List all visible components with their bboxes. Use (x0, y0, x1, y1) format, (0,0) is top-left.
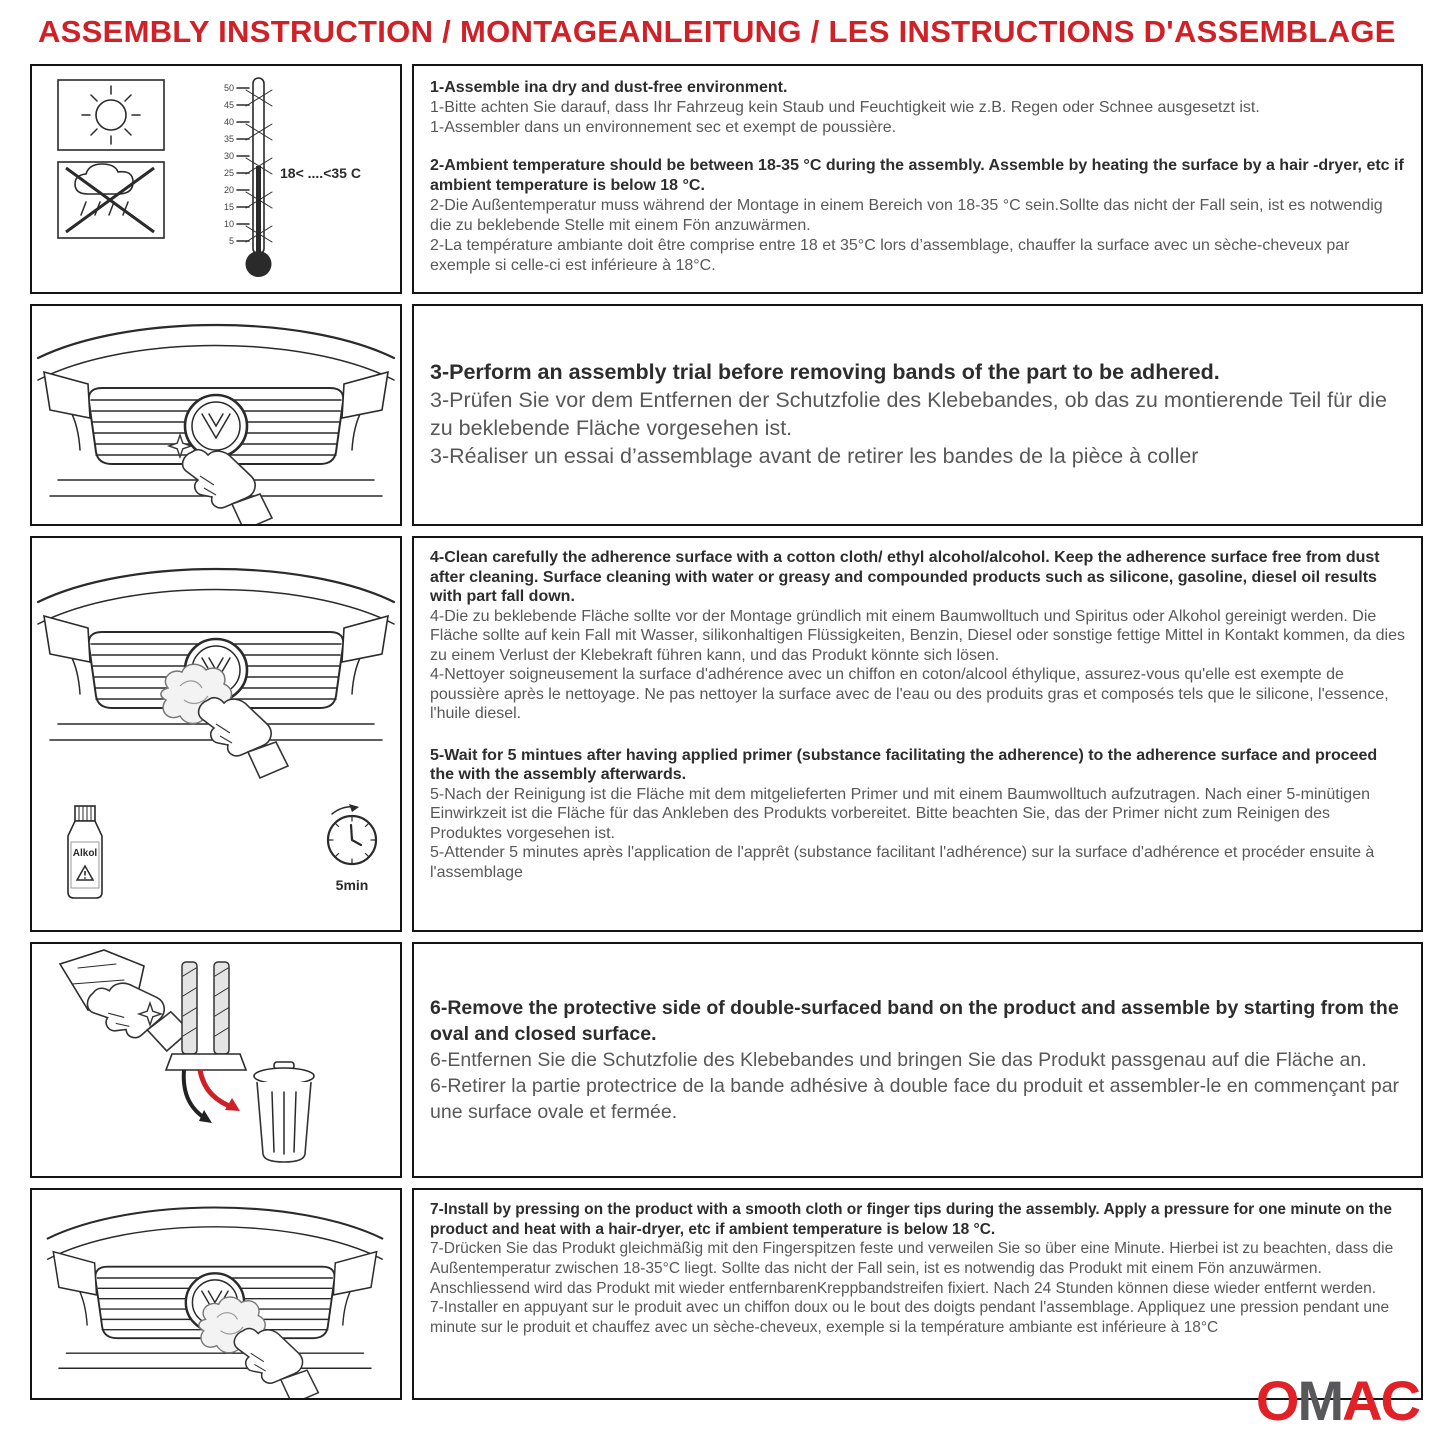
logo-letter-o: O (1255, 1369, 1298, 1432)
step6-text-fr: 6-Retirer la partie protectrice de la bande adhésive à double face du produit et assembler-le en commençant par une surface ovale et fermée. (430, 1075, 1400, 1124)
section-environment-temperature (30, 64, 1423, 294)
svg-text:20: 20 (223, 185, 234, 195)
remove-band-illustration-svg (32, 944, 400, 1176)
step7-text-en: 7-Install by pressing on the product with a smooth cloth or finger tips during the assembly. Apply a pressure for one minute on the product and heat with a hair-dryer, etc if ambient temperature is below 18 °C. (430, 1201, 1392, 1238)
instructions-environment-text (412, 64, 1423, 294)
section-press-install (30, 1188, 1423, 1400)
red-arrow-icon (200, 1070, 240, 1111)
svg-text:25: 25 (223, 168, 234, 178)
step3-text-de: 3-Prüfen Sie vor dem Entfernen der Schutzfolie des Klebebandes, ob das zu montierende Teil für die zu beklebende Fläche vorgesehen ist. (430, 388, 1387, 440)
step5-text-fr: 5-Attender 5 minutes après l'application de l'apprêt (substance facilitant l'adhérence) sur la surface d'adhérence et procéder ensuite à l'assemblage (430, 844, 1375, 881)
step7-text-de: 7-Drücken Sie das Produkt gleichmäßig mit den Fingerspitzen feste und verweilen Sie so über eine Minute. Hierbei ist zu beachten, dass die Außentemperatur zwischen 18-35°C liegt. Sollte das nicht der Fall sein, ist es notwendig das Produkt mit einem Fön anzuwärmen. Anschliessend wird das Produkt mit wieder entfernbarenKreppbandstreifen fixiert. Nach 24 Stunden können diese wieder entfernt werden. (430, 1240, 1394, 1297)
spacer (430, 724, 1405, 746)
press-install-illustration-svg (32, 1190, 400, 1398)
svg-text:30: 30 (223, 151, 234, 161)
step7-text-fr: 7-Installer en appuyant sur le produit avec un chiffon doux ou le bout des doigts pendant l'assemblage. Appliquez une pression pendant une minute sur le produit et chauffez avec un sèche-cheveux, exemple si la température ambiante est inférieure à 18°C (430, 1299, 1390, 1337)
svg-text:50: 50 (223, 83, 234, 93)
section-assembly-trial (30, 304, 1423, 526)
step1-text-en: 1-Assemble ina dry and dust-free environment. (430, 79, 788, 96)
instructions-assembly-trial-text (412, 304, 1423, 526)
svg-text:15: 15 (223, 202, 234, 212)
step3-text-en: 3-Perform an assembly trial before removing bands of the part to be adhered. (430, 360, 1220, 385)
step5-text-en: 5-Wait for 5 mintues after having applied primer (substance facilitating the adherence) to the adherence surface and proceed the with the assembly afterwards. (430, 746, 1378, 784)
logo-letter-c: C (1380, 1369, 1419, 1432)
temperature-range-label: 18< ....<35 C (280, 165, 361, 181)
step5-text-de: 5-Nach der Reinigung ist die Fläche mit dem mitgelieferten Primer und mit einem Baumwolltuch aufzutragen. Nach einer 5-minütigen Einwirkzeit ist die Fläche für das Ankleben des Produkts vorbereitet. Bitte beachten Sie, das der Primer nicht zum Reinigen des Produktes vorgesehen ist. (430, 785, 1370, 842)
step3-text-fr: 3-Réaliser un essai d’assemblage avant de retirer les bandes de la pièce à coller (430, 443, 1199, 468)
omac-logo (1255, 1369, 1419, 1432)
environment-illustration-svg (32, 66, 400, 292)
illustration-assembly-trial (30, 304, 402, 526)
svg-text:10: 10 (223, 219, 234, 229)
svg-text:35: 35 (223, 134, 234, 144)
tape-strips-icon (166, 962, 246, 1070)
step4-text-de: 4-Die zu beklebende Fläche sollte vor der Montage gründlich mit einem Baumwolltuch und Spiritus oder Alkohol gereinigt werden. Die Fläche sollte auf kein Fall mit Wasser, silikonhaltigen Flüssigkeiten, Benzin, Diesel oder sonstige fettige Mittel in Kontakt kommen, da dies zu einem Verlust der Klebekraft führen kann, und das Produkt könnte sich lösen. (430, 607, 1405, 664)
step1-text-de: 1-Bitte achten Sie darauf, dass Ihr Fahrzeug kein Staub und Feuchtigkeit wie z.B. Regen oder Schnee ausgesetzt ist. (430, 99, 1260, 116)
instructions-clean-primer-text (412, 536, 1423, 932)
step6-text-de: 6-Entfernen Sie die Schutzfolie des Klebebandes und bringen Sie das Produkt passgenau auf die Fläche an. (430, 1048, 1367, 1071)
sun-icon (82, 86, 140, 144)
section-clean-and-primer (30, 536, 1423, 932)
step1-text-fr: 1-Assembler dans un environnement sec et exempt de poussière. (430, 119, 897, 136)
logo-letter-a: A (1342, 1369, 1381, 1432)
svg-text:45: 45 (223, 100, 234, 110)
trash-can-icon (254, 1062, 314, 1162)
step4-text-en: 4-Clean carefully the adherence surface with a cotton cloth/ ethyl alcohol/alcohol. Keep the adherence surface free from dust after cleaning. Surface cleaning with water or greasy and compounded products such as silicone, gasoline, diesel oil results with part fall down. (430, 549, 1380, 606)
illustration-press-install (30, 1188, 402, 1400)
section-remove-band (30, 942, 1423, 1178)
illustration-remove-band (30, 942, 402, 1178)
illustration-environment (30, 64, 402, 294)
step2-text-fr: 2-La température ambiante doit être comprise entre 18 et 35°C lors d’assemblage, chauffer la surface avec un sèche-cheveux par exemple si celle-ci est inférieure à 18°C. (430, 237, 1350, 274)
spacer (430, 138, 1405, 156)
step2-text-de: 2-Die Außentemperatur muss während der Montage in einem Bereich von 18-35 °C sein.Sollte das nicht der Fall sein, ist es notwendig die zu beklebende Stelle mit einem Fön anzuwärmen. (430, 197, 1383, 234)
illustration-clean-primer (30, 536, 402, 932)
wait-time-label: 5min (335, 877, 369, 893)
assembly-trial-illustration-svg (32, 306, 400, 524)
svg-text:5: 5 (228, 236, 234, 246)
svg-text:40: 40 (223, 117, 234, 127)
logo-letter-m: M (1297, 1369, 1343, 1432)
step2-text-en: 2-Ambient temperature should be between 18-35 °C during the assembly. Assemble by heating the surface by a hair -dryer, etc if ambient temperature is below 18 °C. (430, 157, 1404, 194)
thermometer-icon (224, 78, 272, 277)
alcohol-bottle-icon (68, 806, 102, 898)
step6-text-en: 6-Remove the protective side of double-surfaced band on the product and assemble by starting from the oval and closed surface. (430, 996, 1399, 1045)
page-title: ASSEMBLY INSTRUCTION / MONTAGEANLEITUNG / LES INSTRUCTIONS D'ASSEMBLAGE (38, 14, 1396, 49)
step4-text-fr: 4-Nettoyer soigneusement la surface d'adhérence avec un chiffon en coton/alcool éthylique, assurez-vous qu'elle est exempte de poussière après le nettoyage. Ne pas nettoyer la surface avec de l'eau ou des produits gras et composés tels que le silicone, l'essence, l'huile diesel. (430, 666, 1389, 723)
bottle-label: Alkol (72, 848, 98, 859)
instructions-remove-band-text (412, 942, 1423, 1178)
clock-icon (328, 804, 376, 864)
hand-icon (199, 698, 288, 778)
clean-primer-illustration-svg (32, 538, 400, 930)
black-arrow-icon (184, 1070, 212, 1123)
